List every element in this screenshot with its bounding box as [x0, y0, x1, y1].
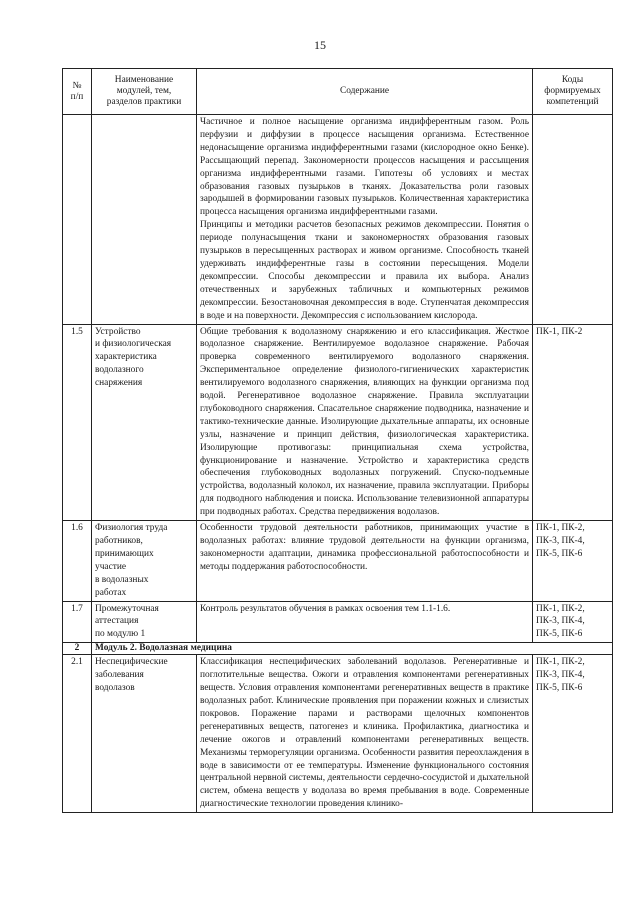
- row-content: Особенности трудовой деятельности работников, принимающих участие в водолазных работах: влияние трудовой деятельности на функции организма, закономерности адаптации, динамика профессиональной работоспособности и методы поддержания работоспособности.: [197, 521, 533, 601]
- row-name: Устройство и физиологическая характеристика водолазного снаряжения: [92, 324, 197, 521]
- row-number: 1.7: [63, 601, 92, 643]
- row-name: Промежуточная аттестация по модулю 1: [92, 601, 197, 643]
- table-row: [63, 521, 613, 601]
- content-paragraph: Принципы и методики расчетов безопасных режимов декомпрессии. Понятия о периоде полунасыщения ткани и закономерностях образования газовых пузырьков в пересыщенных растворах и живом организме. Способность тканей удерживать индифферентные газы в состоянии пересыщения. Модели декомпрессии. Способы декомпрессии и правила их выбора. Анализ отечественных и зарубежных табличных и компьютерных режимов декомпрессии. Безостановочная декомпрессия в воде. Ступенчатая декомпрессия в воде и на поверхности. Декомпрессия с использованием кислорода.: [200, 220, 529, 321]
- table-row: [63, 655, 613, 813]
- row-name: Неспецифические заболевания водолазов: [92, 655, 197, 813]
- row-codes: [533, 115, 613, 325]
- page-number: 15: [314, 38, 326, 52]
- row-number: 1.5: [63, 324, 92, 521]
- row-content: Общие требования к водолазному снаряжению и его классификация. Жесткое водолазное снаряжение. Вентилируемое водолазное снаряжение. Рабочая проверка современного вентилируемого водолазного снаряжения. Экспериментальное определение физиолого-гигиенических характеристик вентилируемого водолазного снаряжения, влияющих на функции организма под водой. Регенеративное водолазное снаряжение. Правила эксплуатации глубоководного снаряжения. Спасательное снаряжение подводника, назначение и тактико-технические данные. Изолирующие дыхательные аппараты, их основные узлы, назначение и принцип действия, физиологическая характеристика. Изолирующие противогазы: принципиальная схема устройства, функционирование и назначение. Устройство и характеристика средств обеспечения глубоководных водолазных погружений. Спуско-подъемные устройства, водолазный колокол, их назначение, правила эксплуатации. Приборы для подводного наблюдения и поиска. Использование телевизионной аппаратуры при подводных работах. Средства передвижения водолазов.: [197, 324, 533, 521]
- row-codes: ПК-1, ПК-2, ПК-3, ПК-4, ПК-5, ПК-6: [533, 655, 613, 813]
- row-content: Контроль результатов обучения в рамках освоения тем 1.1-1.6.: [197, 601, 533, 643]
- module-number: 2: [63, 643, 92, 655]
- table-row: [63, 601, 613, 643]
- row-name: [92, 115, 197, 325]
- row-codes: ПК-1, ПК-2: [533, 324, 613, 521]
- row-content: Классификация неспецифических заболеваний водолазов. Регенеративные и поглотительные вещества. Ожоги и отравления компонентами регенеративных веществ. Условия отравления компонентами регенеративных веществ в практике водолазных работ. Клинические проявления при поражении кожных и слизистых покровов. Поражение парами и растворами щелочных компонентов регенеративных веществ, патогенез и клиника. Профилактика, диагностика и лечение ожогов и отравлений компонентами регенеративных веществ. Механизмы терморегуляции организма. Особенности развития переохлаждения в воде в зависимости от ее температуры. Изменение функционального состояния центральной нервной системы, деятельности сердечно-сосудистой и дыхательной систем, обмена веществ у водолаза во время пребывания в воде. Современные диагностические технологии проведения клинико-: [197, 655, 533, 813]
- header-module-name: Наименование модулей, тем, разделов практики: [92, 69, 197, 115]
- row-name: Физиология труда работников, принимающих участие в водолазных работах: [92, 521, 197, 601]
- module-title: Модуль 2. Водолазная медицина: [92, 643, 613, 655]
- row-number: 1.6: [63, 521, 92, 601]
- table-header-row: [63, 69, 613, 115]
- row-number: [63, 115, 92, 325]
- row-number: 2.1: [63, 655, 92, 813]
- table-row: [63, 324, 613, 521]
- header-content: Содержание: [197, 69, 533, 115]
- row-codes: ПК-1, ПК-2, ПК-3, ПК-4, ПК-5, ПК-6: [533, 521, 613, 601]
- table-row-continued: [63, 115, 613, 325]
- header-competence-codes: Коды формируемых компетенций: [533, 69, 613, 115]
- row-codes: ПК-1, ПК-2, ПК-3, ПК-4, ПК-5, ПК-6: [533, 601, 613, 643]
- content-paragraph: Частичное и полное насыщение организма индифферентным газом. Роль перфузии и диффузии в процессе насыщения организма. Естественное недонасыщение организма индифферентными газами (кислородное окно Бенке). Рассыщающий перепад. Закономерности процессов насыщения и рассыщения организма индифферентными газами. Гипотезы об условиях и местах образования газовых пузырьков в тканях. Доказательства роли газовых зародышей в формировании газовых пузырьков. Количественная характеристика процесса насыщения организма индифферентными газами.: [200, 117, 529, 218]
- module-heading-row: [63, 643, 613, 655]
- row-content: [197, 115, 533, 325]
- header-number: № п/п: [63, 69, 92, 115]
- curriculum-table: [62, 68, 613, 813]
